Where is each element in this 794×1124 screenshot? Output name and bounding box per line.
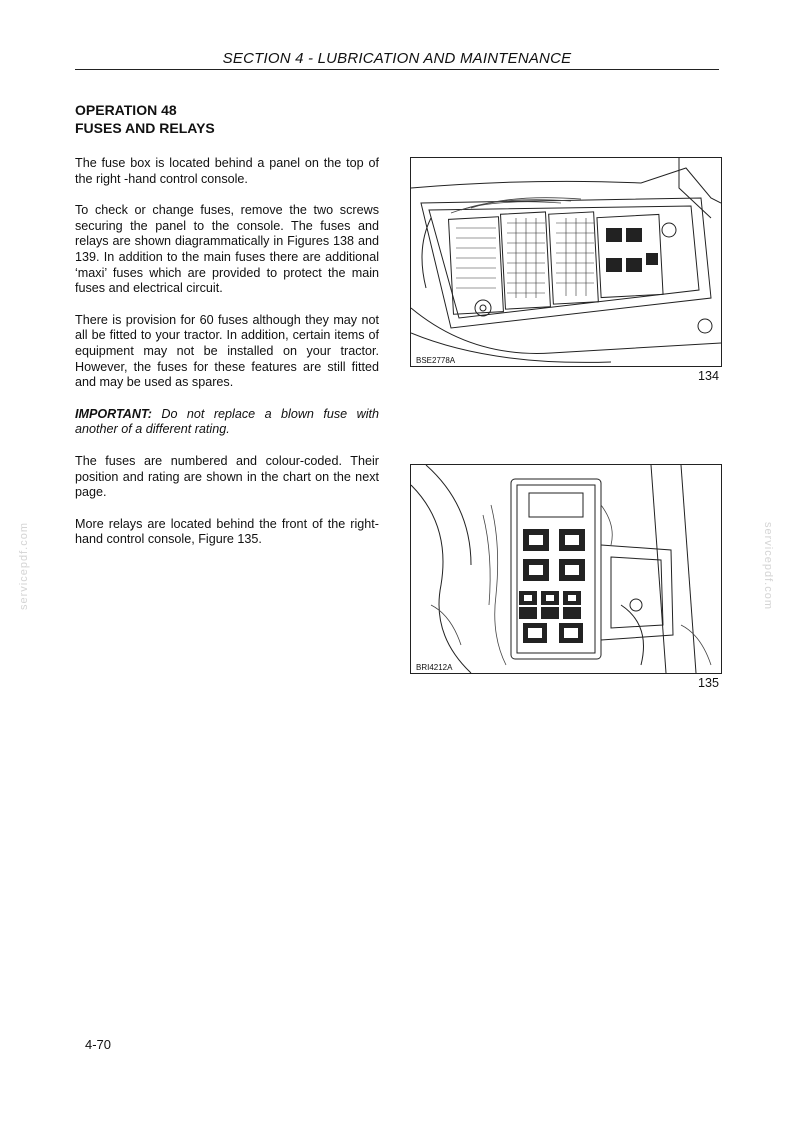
watermark-right: servicepdf.com [761, 522, 774, 610]
important-note [75, 407, 379, 438]
fuse-box-illustration [411, 158, 721, 366]
figure-code: BSE2778A [416, 356, 456, 365]
watermark-left: servicepdf.com [17, 522, 30, 610]
paragraph: More relays are located behind the front of the right-hand control console, Figure 135. [75, 516, 379, 547]
paragraph: There is provision for 60 fuses although they may not all be fitted to your tractor. In addition, certain items of equipment may not be installed on your tractor. However, the fuses for these features are still fitted and may be used as spares. [75, 312, 379, 390]
figure-code: BRI4212A [416, 663, 453, 672]
page-number: 4-70 [85, 1037, 112, 1052]
relay-board-illustration [411, 465, 721, 673]
operation-title [75, 101, 215, 137]
figure-relay-board [410, 464, 722, 674]
operation-number: OPERATION 48 [75, 102, 177, 118]
figure-number: 134 [697, 369, 719, 383]
operation-name: FUSES AND RELAYS [75, 120, 215, 136]
section-header: SECTION 4 - LUBRICATION AND MAINTENANCE [75, 50, 719, 70]
paragraph: To check or change fuses, remove the two screws securing the panel to the console. The fuses and relays are shown diagrammatically in Figures 138 and 139. In addition to the main fuses there are additional ‘maxi’ fuses which are provided to protect the main fuses and electrical circuit. [75, 203, 379, 296]
important-text: Do not replace a blown fuse with another of a different rating. [75, 406, 379, 437]
figure-fuse-box [410, 157, 722, 367]
important-label: IMPORTANT: [75, 406, 152, 421]
paragraph: The fuses are numbered and colour-coded. Their position and rating are shown in the chart on the next page. [75, 453, 379, 500]
figure-number: 135 [697, 676, 719, 690]
body-text [75, 156, 379, 564]
paragraph: The fuse box is located behind a panel on the top of the right -hand control console. [75, 156, 379, 186]
